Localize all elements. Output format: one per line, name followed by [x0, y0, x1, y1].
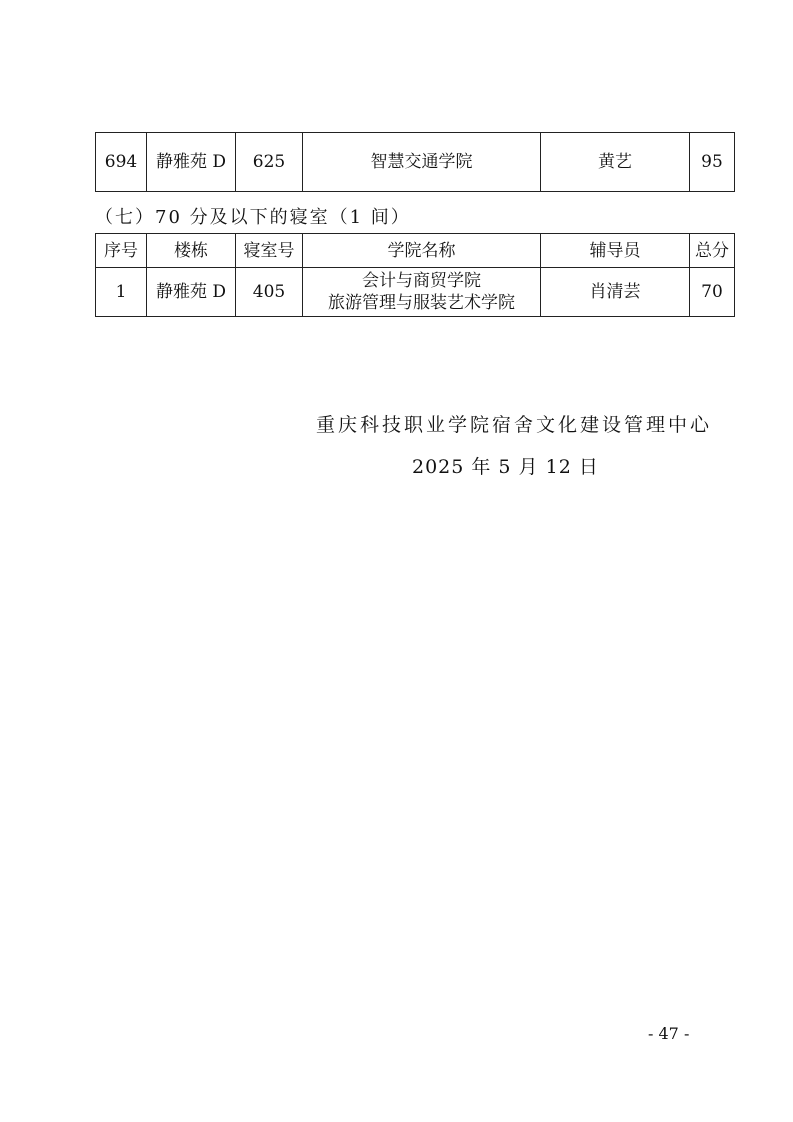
building-cell: 静雅苑 D [147, 268, 236, 317]
signature-date: 2025 年 5 月 12 日 [412, 456, 599, 478]
header-building: 楼栋 [147, 234, 236, 268]
counselor-cell: 黄艺 [541, 133, 690, 192]
header-seq: 序号 [96, 234, 147, 268]
page-number: - 47 - [648, 1024, 690, 1043]
top-table [95, 132, 735, 192]
college-cell [303, 268, 541, 317]
seq-cell: 694 [96, 133, 147, 192]
bottom-table [95, 233, 735, 317]
college-line-2: 旅游管理与服装艺术学院 [328, 293, 515, 313]
header-counselor: 辅导员 [541, 234, 690, 268]
college-line-1: 会计与商贸学院 [362, 271, 481, 291]
seq-cell: 1 [96, 268, 147, 317]
room-cell: 625 [236, 133, 303, 192]
table-row [96, 133, 735, 192]
building-cell: 静雅苑 D [147, 133, 236, 192]
section-heading: （七）70 分及以下的寝室（1 间） [95, 207, 411, 228]
header-room: 寝室号 [236, 234, 303, 268]
table-header-row [96, 234, 735, 268]
score-cell: 70 [690, 268, 735, 317]
table-row [96, 268, 735, 317]
counselor-cell: 肖清芸 [541, 268, 690, 317]
header-college: 学院名称 [303, 234, 541, 268]
room-cell: 405 [236, 268, 303, 317]
college-cell: 智慧交通学院 [303, 133, 541, 192]
header-score: 总分 [690, 234, 735, 268]
signature-org: 重庆科技职业学院宿舍文化建设管理中心 [316, 414, 713, 436]
score-cell: 95 [690, 133, 735, 192]
